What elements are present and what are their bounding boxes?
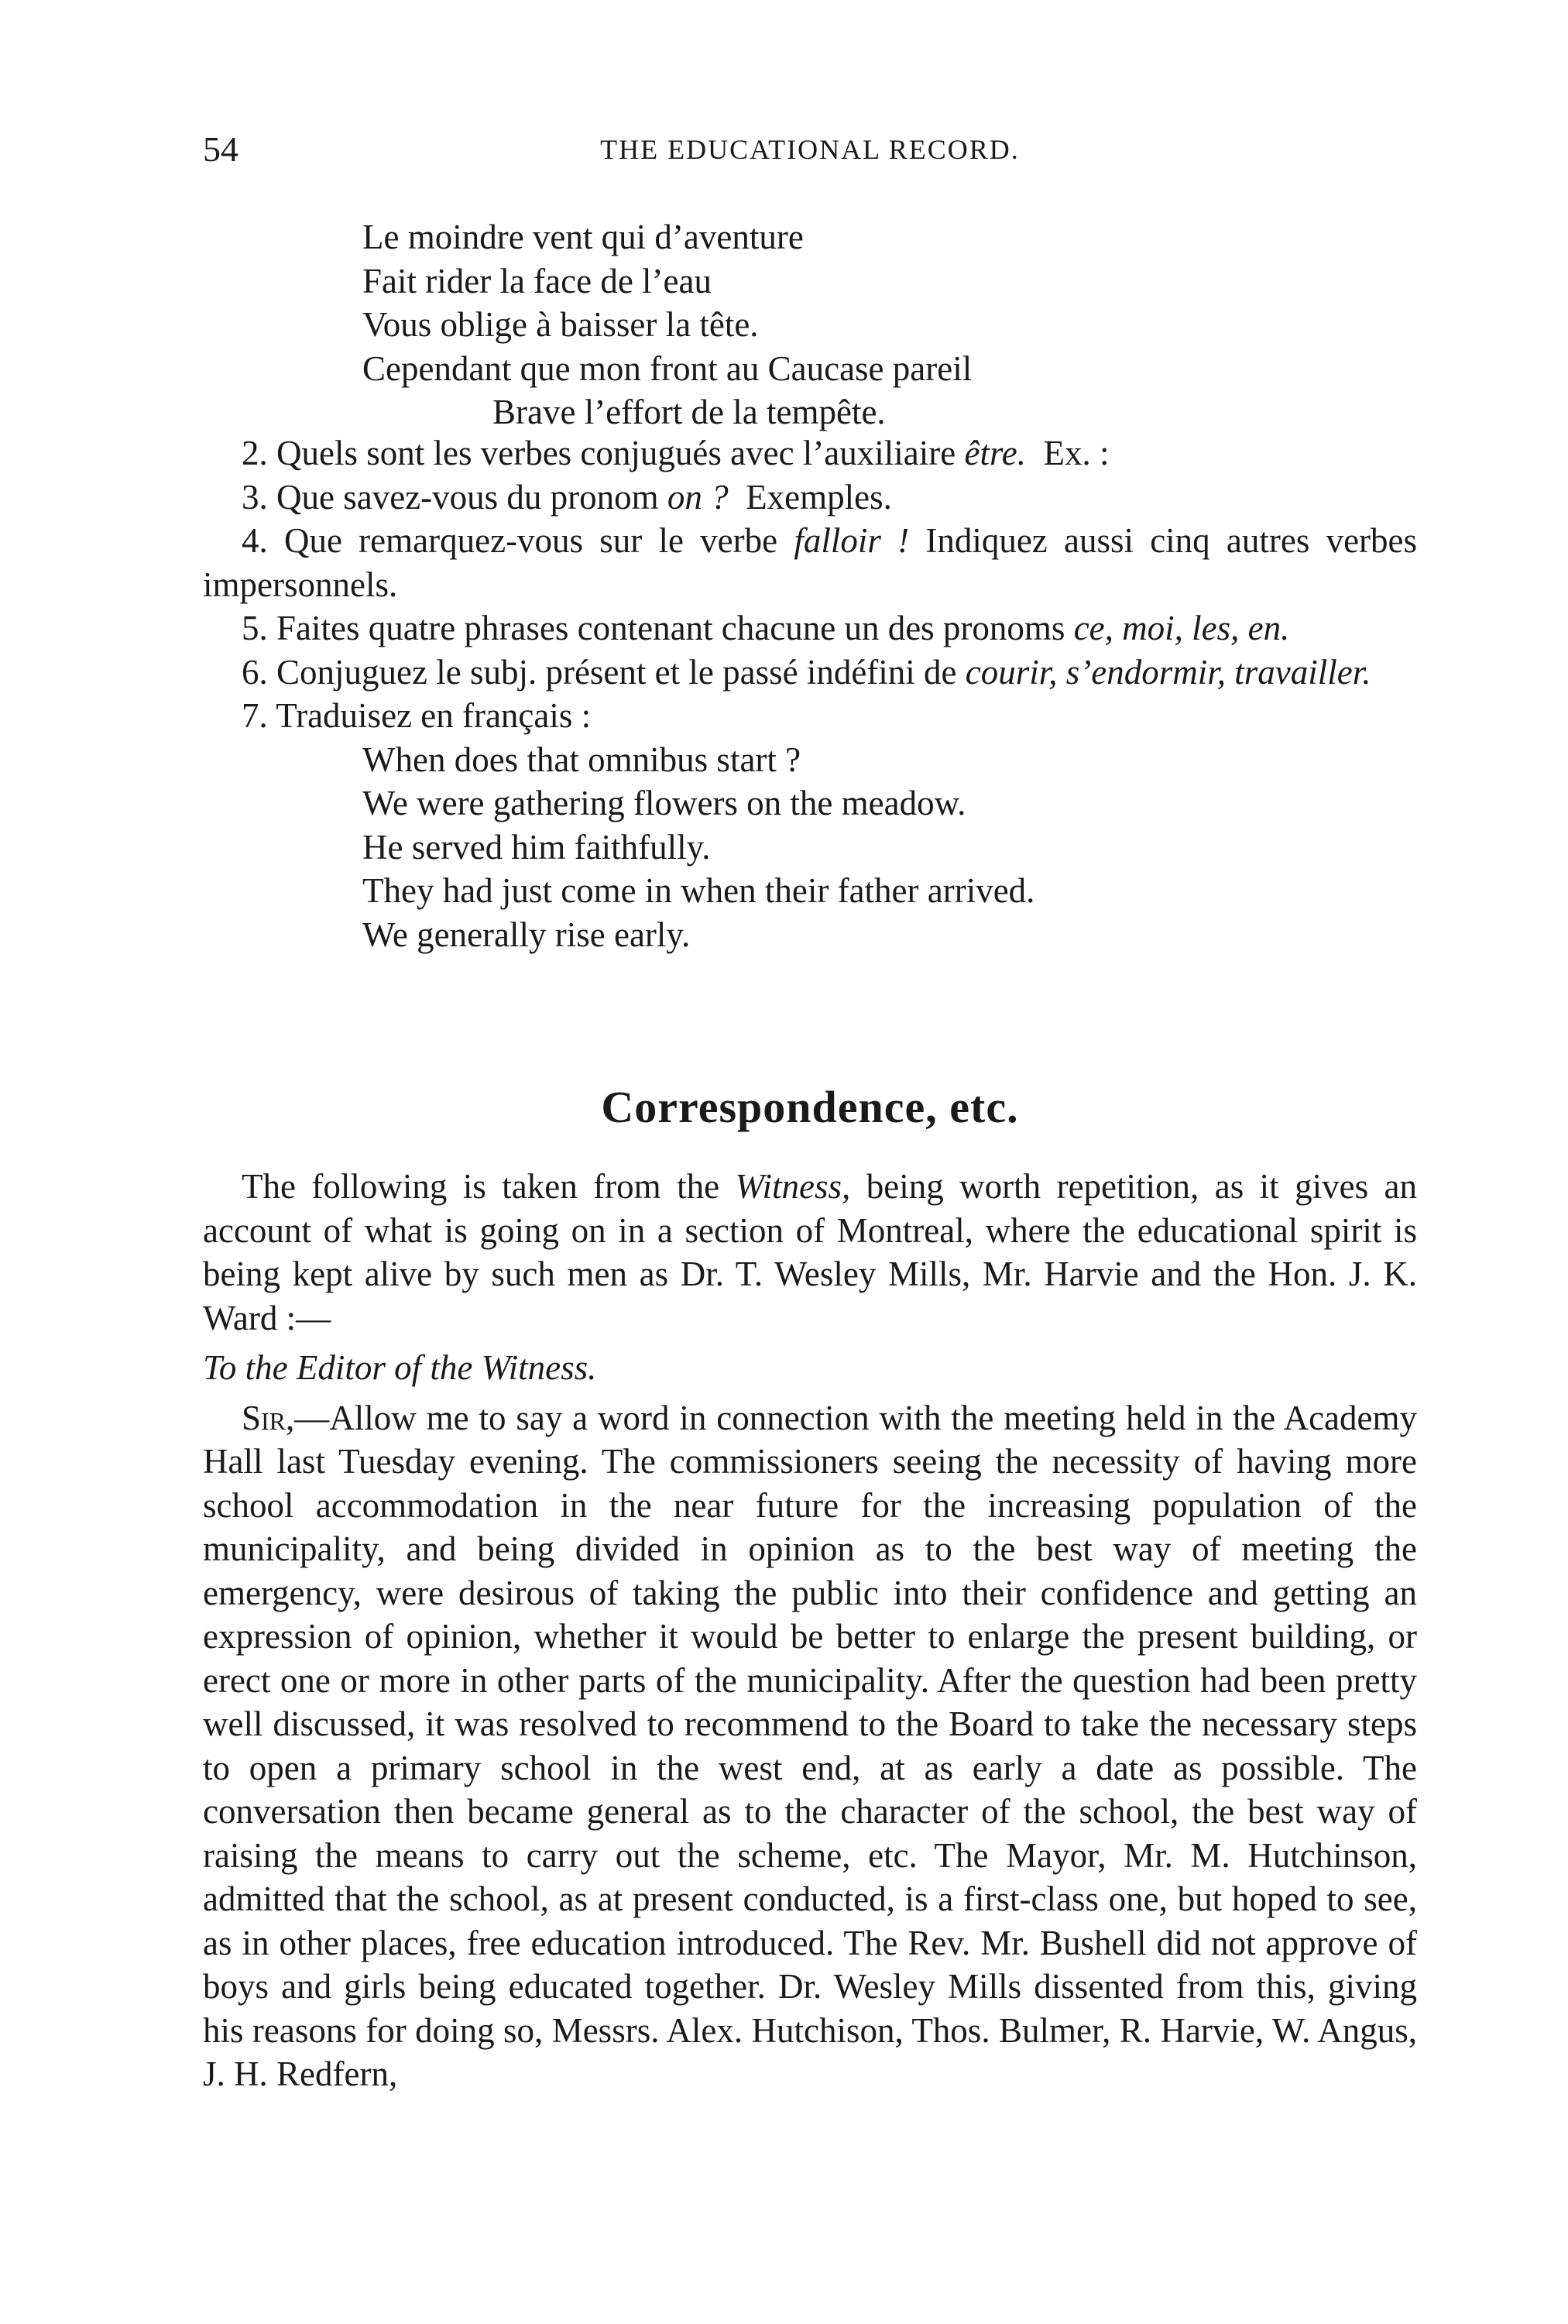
poem-excerpt bbox=[203, 215, 1417, 434]
question-italic: on ? bbox=[667, 477, 729, 517]
translation-sentence: He served him faithfully. bbox=[362, 827, 711, 867]
question-italic: courir, s’endormir, travailler. bbox=[965, 652, 1371, 692]
question-number: 4. bbox=[242, 521, 268, 560]
translation-sentences bbox=[203, 738, 1417, 957]
letter-paragraph bbox=[203, 1396, 1417, 2096]
question-tail: Exemples. bbox=[746, 477, 892, 517]
question-italic: ce, moi, les, en. bbox=[1073, 609, 1290, 647]
correspondence-body bbox=[203, 1165, 1417, 2096]
section-heading: Correspondence, etc. bbox=[601, 1082, 1019, 1132]
intro-text: The following is taken from the bbox=[242, 1167, 720, 1206]
intro-paragraph bbox=[203, 1165, 1417, 1340]
translation-sentence: When does that omnibus start ? bbox=[362, 740, 801, 779]
question-3 bbox=[203, 475, 1417, 520]
page-number: 54 bbox=[203, 129, 238, 169]
question-6 bbox=[203, 651, 1417, 695]
letter-sir: Sir, bbox=[242, 1398, 295, 1437]
question-4 bbox=[203, 519, 1417, 606]
poem-line: Cependant que mon front au Caucase pareil bbox=[362, 348, 973, 388]
poem-line: Fait rider la face de l’eau bbox=[362, 261, 712, 300]
question-text: Que remarquez-vous sur le verbe bbox=[283, 521, 778, 560]
question-text: Traduisez en français : bbox=[276, 696, 592, 735]
translation-sentence: They had just come in when their father arrived. bbox=[362, 871, 1035, 910]
question-tail: Ex. : bbox=[1043, 434, 1110, 472]
letter-body: —Allow me to say a word in connection with the meeting held in the Academy Hall last Tuesday evening. The commissioners seeing the necessity of having more school accommodation in the near future for the increasing population of the municipality, and being divided in opinion as to the best way of meeting the emergency, were desirous of taking the public into their confidence and getting an expression of opinion, whether it would be better to enlarge the present building, or erect one or more in other parts of the municipality. After the question had been pretty well discussed, it was resolved to recommend to the Board to take the necessary steps to open a primary school in the west end, at as early a date as possible. The conversation then became general as to the character of the school, the best way of raising the means to carry out the scheme, etc. The Mayor, Mr. M. Hutchinson, admitted that the school, as at present conducted, is a first-class one, but hoped to see, as in other places, free education introduced. The Rev. Mr. Bushell did not approve of boys and girls being educated together. Dr. Wesley Mills dissented from this, giving his reasons for doing so, Messrs. Alex. Hutchison, Thos. Bulmer, R. Harvie, W. Angus, J. H. Redfern, bbox=[203, 1398, 1417, 2093]
question-list bbox=[203, 431, 1417, 956]
question-5 bbox=[203, 606, 1417, 651]
question-italic: falloir ! bbox=[794, 521, 910, 560]
poem-line: Le moindre vent qui d’aventure bbox=[362, 218, 804, 256]
question-text: Que savez-vous du pronom bbox=[276, 477, 659, 517]
letter-salutation: To the Editor of the Witness. bbox=[203, 1348, 597, 1387]
question-text: Faites quatre phrases contenant chacune un des pronoms bbox=[276, 609, 1065, 647]
poem-line: Vous oblige à baisser la tête. bbox=[362, 305, 759, 344]
question-tail: Indiquez aussi cinq autres verbes impersonnels. bbox=[203, 521, 1418, 604]
intro-italic: Witness, bbox=[735, 1167, 851, 1206]
question-7 bbox=[203, 694, 1417, 738]
question-text: Quels sont les verbes conjugués avec l’auxiliaire bbox=[276, 434, 956, 472]
question-number: 2. bbox=[242, 434, 268, 472]
intro-text: being worth repetition, as it gives an account of what is going on in a section of Montreal, where the educational spirit is being kept alive by such men as Dr. T. Wesley Mills, Mr. Harvie and the Hon. J. K. Ward :— bbox=[203, 1167, 1418, 1337]
question-text: Conjuguez le subj. présent et le passé indéfini de bbox=[276, 652, 957, 692]
question-italic: être. bbox=[964, 434, 1027, 472]
page-header bbox=[203, 129, 1417, 178]
poem-line: Brave l’effort de la tempête. bbox=[492, 393, 886, 431]
question-number: 6. bbox=[242, 652, 268, 692]
question-number: 5. bbox=[242, 609, 268, 647]
question-2 bbox=[203, 431, 1417, 475]
question-number: 7. bbox=[242, 696, 268, 735]
running-title: THE EDUCATIONAL RECORD. bbox=[600, 134, 1020, 165]
translation-sentence: We were gathering flowers on the meadow. bbox=[362, 784, 966, 822]
question-number: 3. bbox=[242, 477, 268, 517]
translation-sentence: We generally rise early. bbox=[362, 915, 691, 954]
